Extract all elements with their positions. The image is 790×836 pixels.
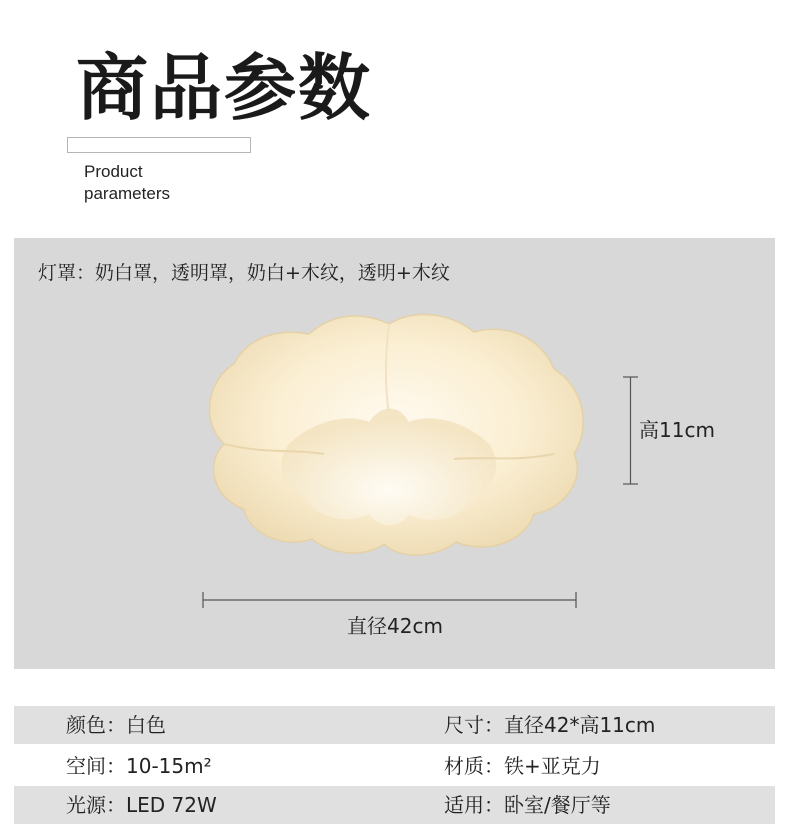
subtitle-line-2: parameters <box>84 184 170 203</box>
subtitle-line-1: Product <box>84 162 143 181</box>
spec-application: 适用：卧室/餐厅等 <box>444 793 611 817</box>
shade-options-text: 灯罩：奶白罩，透明罩，奶白+木纹，透明+木纹 <box>38 262 450 284</box>
product-image-panel <box>14 238 775 669</box>
diameter-label: 直径42cm <box>347 614 443 638</box>
spec-row-3 <box>14 786 775 824</box>
page-subtitle <box>84 161 170 205</box>
spec-row-1 <box>14 706 775 744</box>
title-underline-box <box>67 137 251 153</box>
spec-size: 尺寸：直径42*高11cm <box>444 713 656 737</box>
spec-color: 颜色：白色 <box>66 713 166 737</box>
diameter-dimension-line <box>202 590 577 610</box>
height-label: 高11cm <box>639 418 715 442</box>
page-title: 商品参数 <box>76 46 373 130</box>
spec-row-2 <box>14 747 775 785</box>
spec-space: 空间：10-15m² <box>66 754 212 778</box>
cloud-lamp-image <box>194 304 584 559</box>
height-dimension-line <box>620 376 640 486</box>
spec-material: 材质：铁+亚克力 <box>444 754 601 778</box>
spec-light-source: 光源：LED 72W <box>66 793 217 817</box>
